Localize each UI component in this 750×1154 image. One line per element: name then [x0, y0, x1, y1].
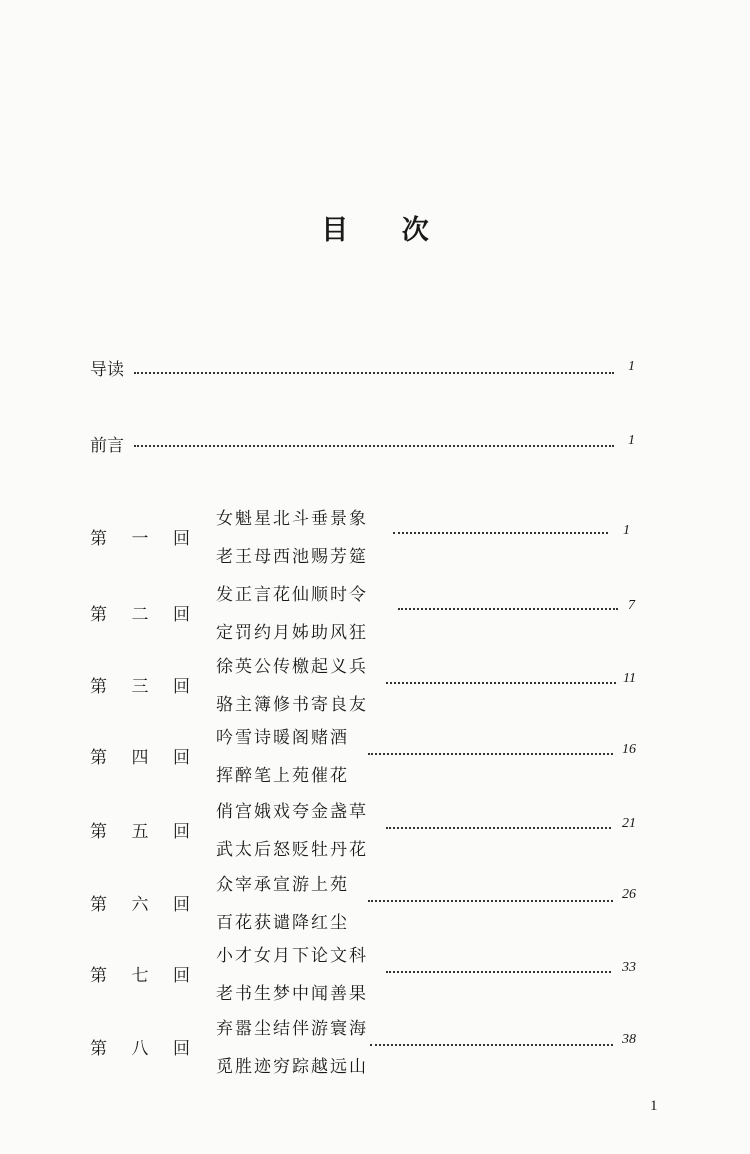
- chapter-title-line-1: 小才女月下论文科: [216, 946, 368, 966]
- chapter-ordinal: 第 一 回: [90, 529, 190, 549]
- chapter-ordinal: 第 五 回: [90, 822, 190, 842]
- toc-entry-foreword[interactable]: [90, 431, 635, 461]
- chapter-page-number: 7: [628, 598, 635, 613]
- toc-chapter-3[interactable]: [90, 652, 650, 722]
- chapter-page-number: 38: [622, 1032, 636, 1047]
- chapter-title-line-2: 武太后怒贬牡丹花: [216, 840, 368, 860]
- entry-page-number: 1: [628, 433, 635, 448]
- chapter-page-number: 26: [622, 887, 636, 902]
- dot-leader: [368, 900, 613, 902]
- entry-page-number: 1: [628, 359, 635, 374]
- toc-chapter-2[interactable]: [90, 580, 650, 650]
- dot-leader: [398, 608, 618, 610]
- chapter-title-line-1: 吟雪诗暖阁赌酒: [216, 728, 349, 748]
- chapter-ordinal: 第 六 回: [90, 895, 190, 915]
- dot-leader: [386, 682, 616, 684]
- chapter-page-number: 33: [622, 960, 636, 975]
- chapter-page-number: 11: [623, 671, 636, 686]
- chapter-title-line-2: 骆主簿修书寄良友: [216, 695, 368, 715]
- toc-entry-preface-guide[interactable]: [90, 355, 635, 385]
- dot-leader: [134, 445, 614, 447]
- toc-title: 目 次: [321, 215, 451, 246]
- chapter-ordinal: 第 七 回: [90, 966, 190, 986]
- chapter-ordinal: 第 三 回: [90, 677, 190, 697]
- toc-chapter-4[interactable]: [90, 723, 650, 793]
- toc-chapter-7[interactable]: [90, 941, 650, 1011]
- entry-label: 前言: [90, 436, 124, 456]
- dot-leader: [393, 532, 608, 534]
- chapter-ordinal: 第 二 回: [90, 605, 190, 625]
- chapter-title-line-1: 女魁星北斗垂景象: [216, 509, 368, 529]
- toc-chapter-1[interactable]: [90, 504, 650, 574]
- chapter-title-line-1: 徐英公传檄起义兵: [216, 657, 368, 677]
- dot-leader: [370, 1044, 613, 1046]
- chapter-title-line-1: 众宰承宣游上苑: [216, 875, 349, 895]
- chapter-title-line-1: 弃嚣尘结伴游寰海: [216, 1019, 368, 1039]
- chapter-title-line-2: 定罚约月姊助风狂: [216, 623, 368, 643]
- toc-chapter-8[interactable]: [90, 1014, 650, 1084]
- chapter-ordinal: 第 八 回: [90, 1039, 190, 1059]
- chapter-page-number: 21: [622, 816, 636, 831]
- page-number: 1: [650, 1098, 658, 1114]
- toc-chapter-6[interactable]: [90, 870, 650, 940]
- chapter-title-line-2: 老王母西池赐芳筵: [216, 547, 368, 567]
- chapter-page-number: 16: [622, 742, 636, 757]
- chapter-title-line-2: 百花获谴降红尘: [216, 913, 349, 933]
- chapter-title-line-2: 老书生梦中闻善果: [216, 984, 368, 1004]
- dot-leader: [134, 372, 614, 374]
- chapter-ordinal: 第 四 回: [90, 748, 190, 768]
- chapter-title-line-1: 发正言花仙顺时令: [216, 585, 368, 605]
- chapter-page-number: 1: [623, 523, 630, 538]
- entry-label: 导读: [90, 360, 124, 380]
- toc-chapter-5[interactable]: [90, 797, 650, 867]
- dot-leader: [386, 827, 611, 829]
- chapter-title-line-2: 挥醉笔上苑催花: [216, 766, 349, 786]
- dot-leader: [368, 753, 613, 755]
- dot-leader: [386, 971, 611, 973]
- chapter-title-line-2: 觅胜迹穷踪越远山: [216, 1057, 368, 1077]
- chapter-title-line-1: 俏宫娥戏夸金盏草: [216, 802, 368, 822]
